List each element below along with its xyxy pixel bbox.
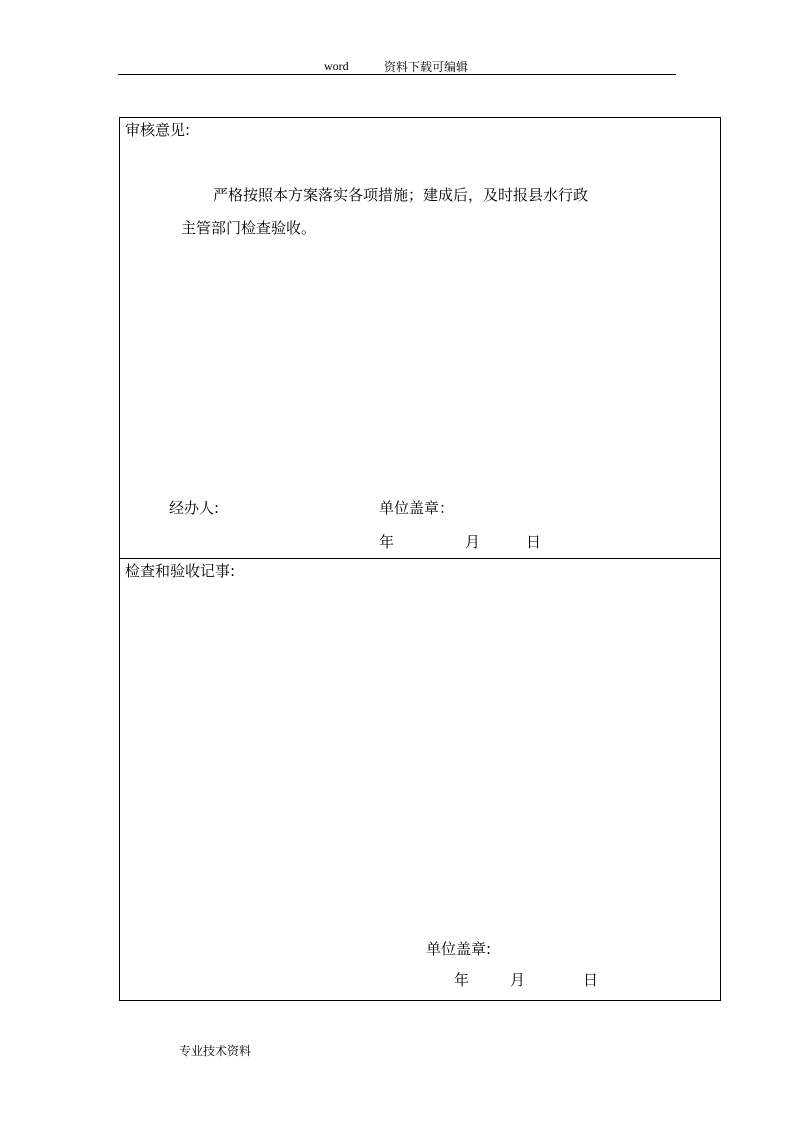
footer-text: 专业技术资料 [179, 1044, 252, 1058]
inspection-title: 检查和验收记事: [125, 562, 236, 580]
handler-label: 经办人: [169, 499, 220, 517]
review-month-label: 月 [465, 533, 481, 551]
inspection-section [119, 558, 721, 1001]
inspection-year-label: 年 [454, 971, 470, 989]
header-word: word [324, 59, 349, 73]
inspection-day-label: 日 [583, 971, 599, 989]
review-year-label: 年 [379, 533, 395, 551]
review-title: 审核意见: [125, 121, 191, 139]
review-text-line-1: 严格按照本方案落实各项措施；建成后，及时报县水行政 [213, 186, 589, 204]
review-seal-label: 单位盖章： [379, 499, 455, 517]
review-text-line-2: 主管部门检查验收。 [181, 219, 317, 237]
inspection-month-label: 月 [510, 971, 526, 989]
review-day-label: 日 [526, 533, 542, 551]
header-editable-note: 资料下载可编辑 [384, 60, 469, 74]
header-rule [118, 74, 676, 75]
inspection-seal-label: 单位盖章: [426, 940, 492, 958]
